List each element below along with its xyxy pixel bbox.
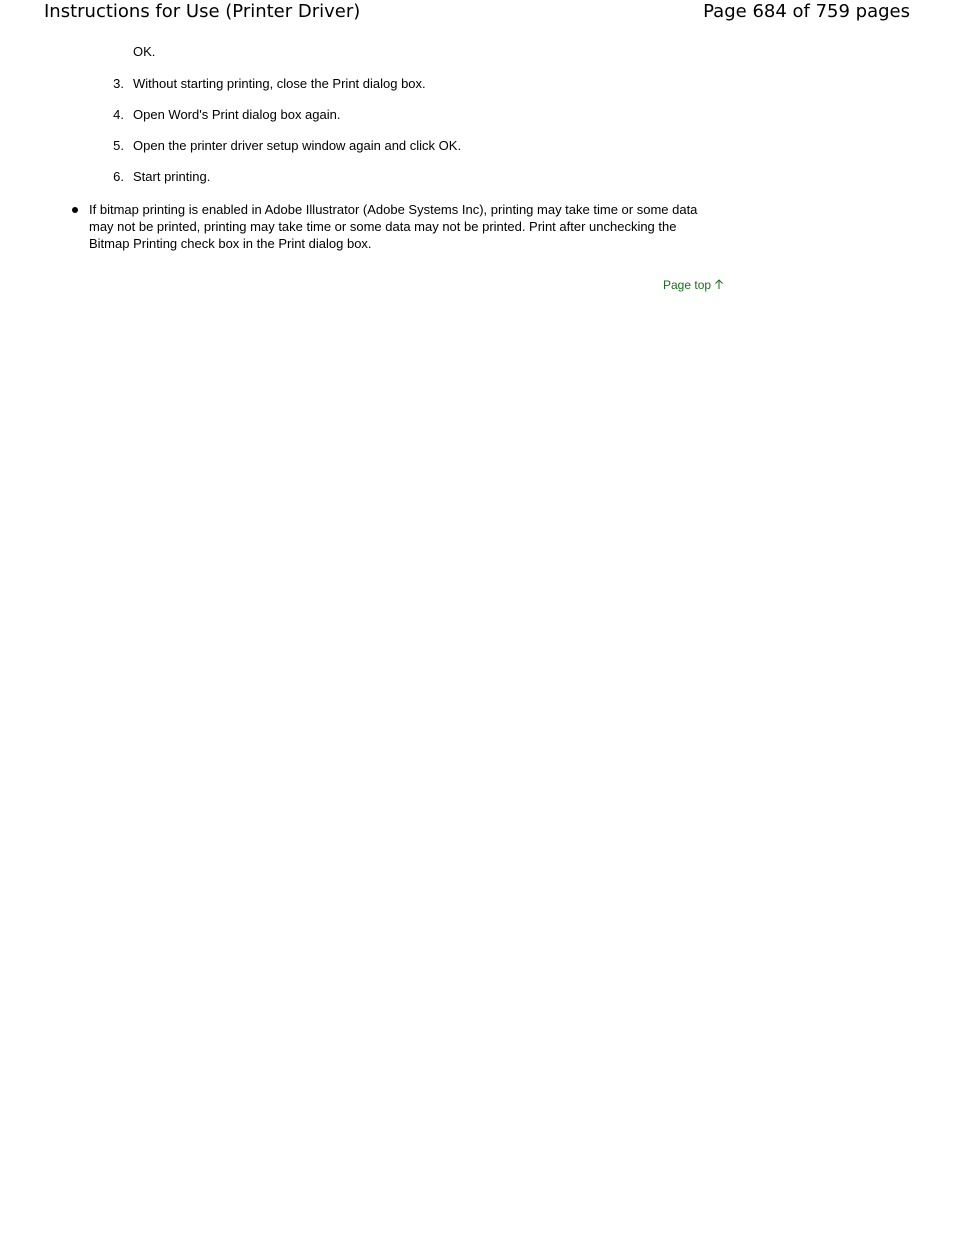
- step-number: 5.: [113, 138, 124, 153]
- step-text: Without starting printing, close the Print dialog box.: [133, 76, 426, 91]
- step-number: 3.: [113, 76, 124, 91]
- page-top-label: Page top: [663, 278, 712, 292]
- step-item: [0, 168, 954, 199]
- step-text: Open Word's Print dialog box again.: [133, 107, 341, 122]
- step-item: [0, 106, 954, 137]
- bullet-note-text: If bitmap printing is enabled in Adobe Illustrator (Adobe Systems Inc), printing may take time or some data may not be printed, printing may take time or some data may not be printed. Print after unchecking the Bitmap Printing check box in the Print dialog box.: [89, 202, 698, 251]
- step-text: Start printing.: [133, 169, 211, 184]
- page-top-link[interactable]: [663, 277, 724, 293]
- step-text: Open the printer driver setup window again and click OK.: [133, 138, 462, 153]
- numbered-steps-list: [0, 75, 954, 199]
- arrow-up-icon: [714, 279, 724, 290]
- continuation-text: OK.: [133, 44, 156, 59]
- page-counter: Page 684 of 759 pages: [703, 1, 910, 22]
- step-item: [0, 75, 954, 106]
- step-number: 6.: [113, 169, 124, 184]
- page-header: [0, 0, 954, 26]
- step-item: [0, 137, 954, 168]
- step-number: 4.: [113, 107, 124, 122]
- bullet-icon: [72, 207, 78, 213]
- document-title: Instructions for Use (Printer Driver): [44, 1, 361, 22]
